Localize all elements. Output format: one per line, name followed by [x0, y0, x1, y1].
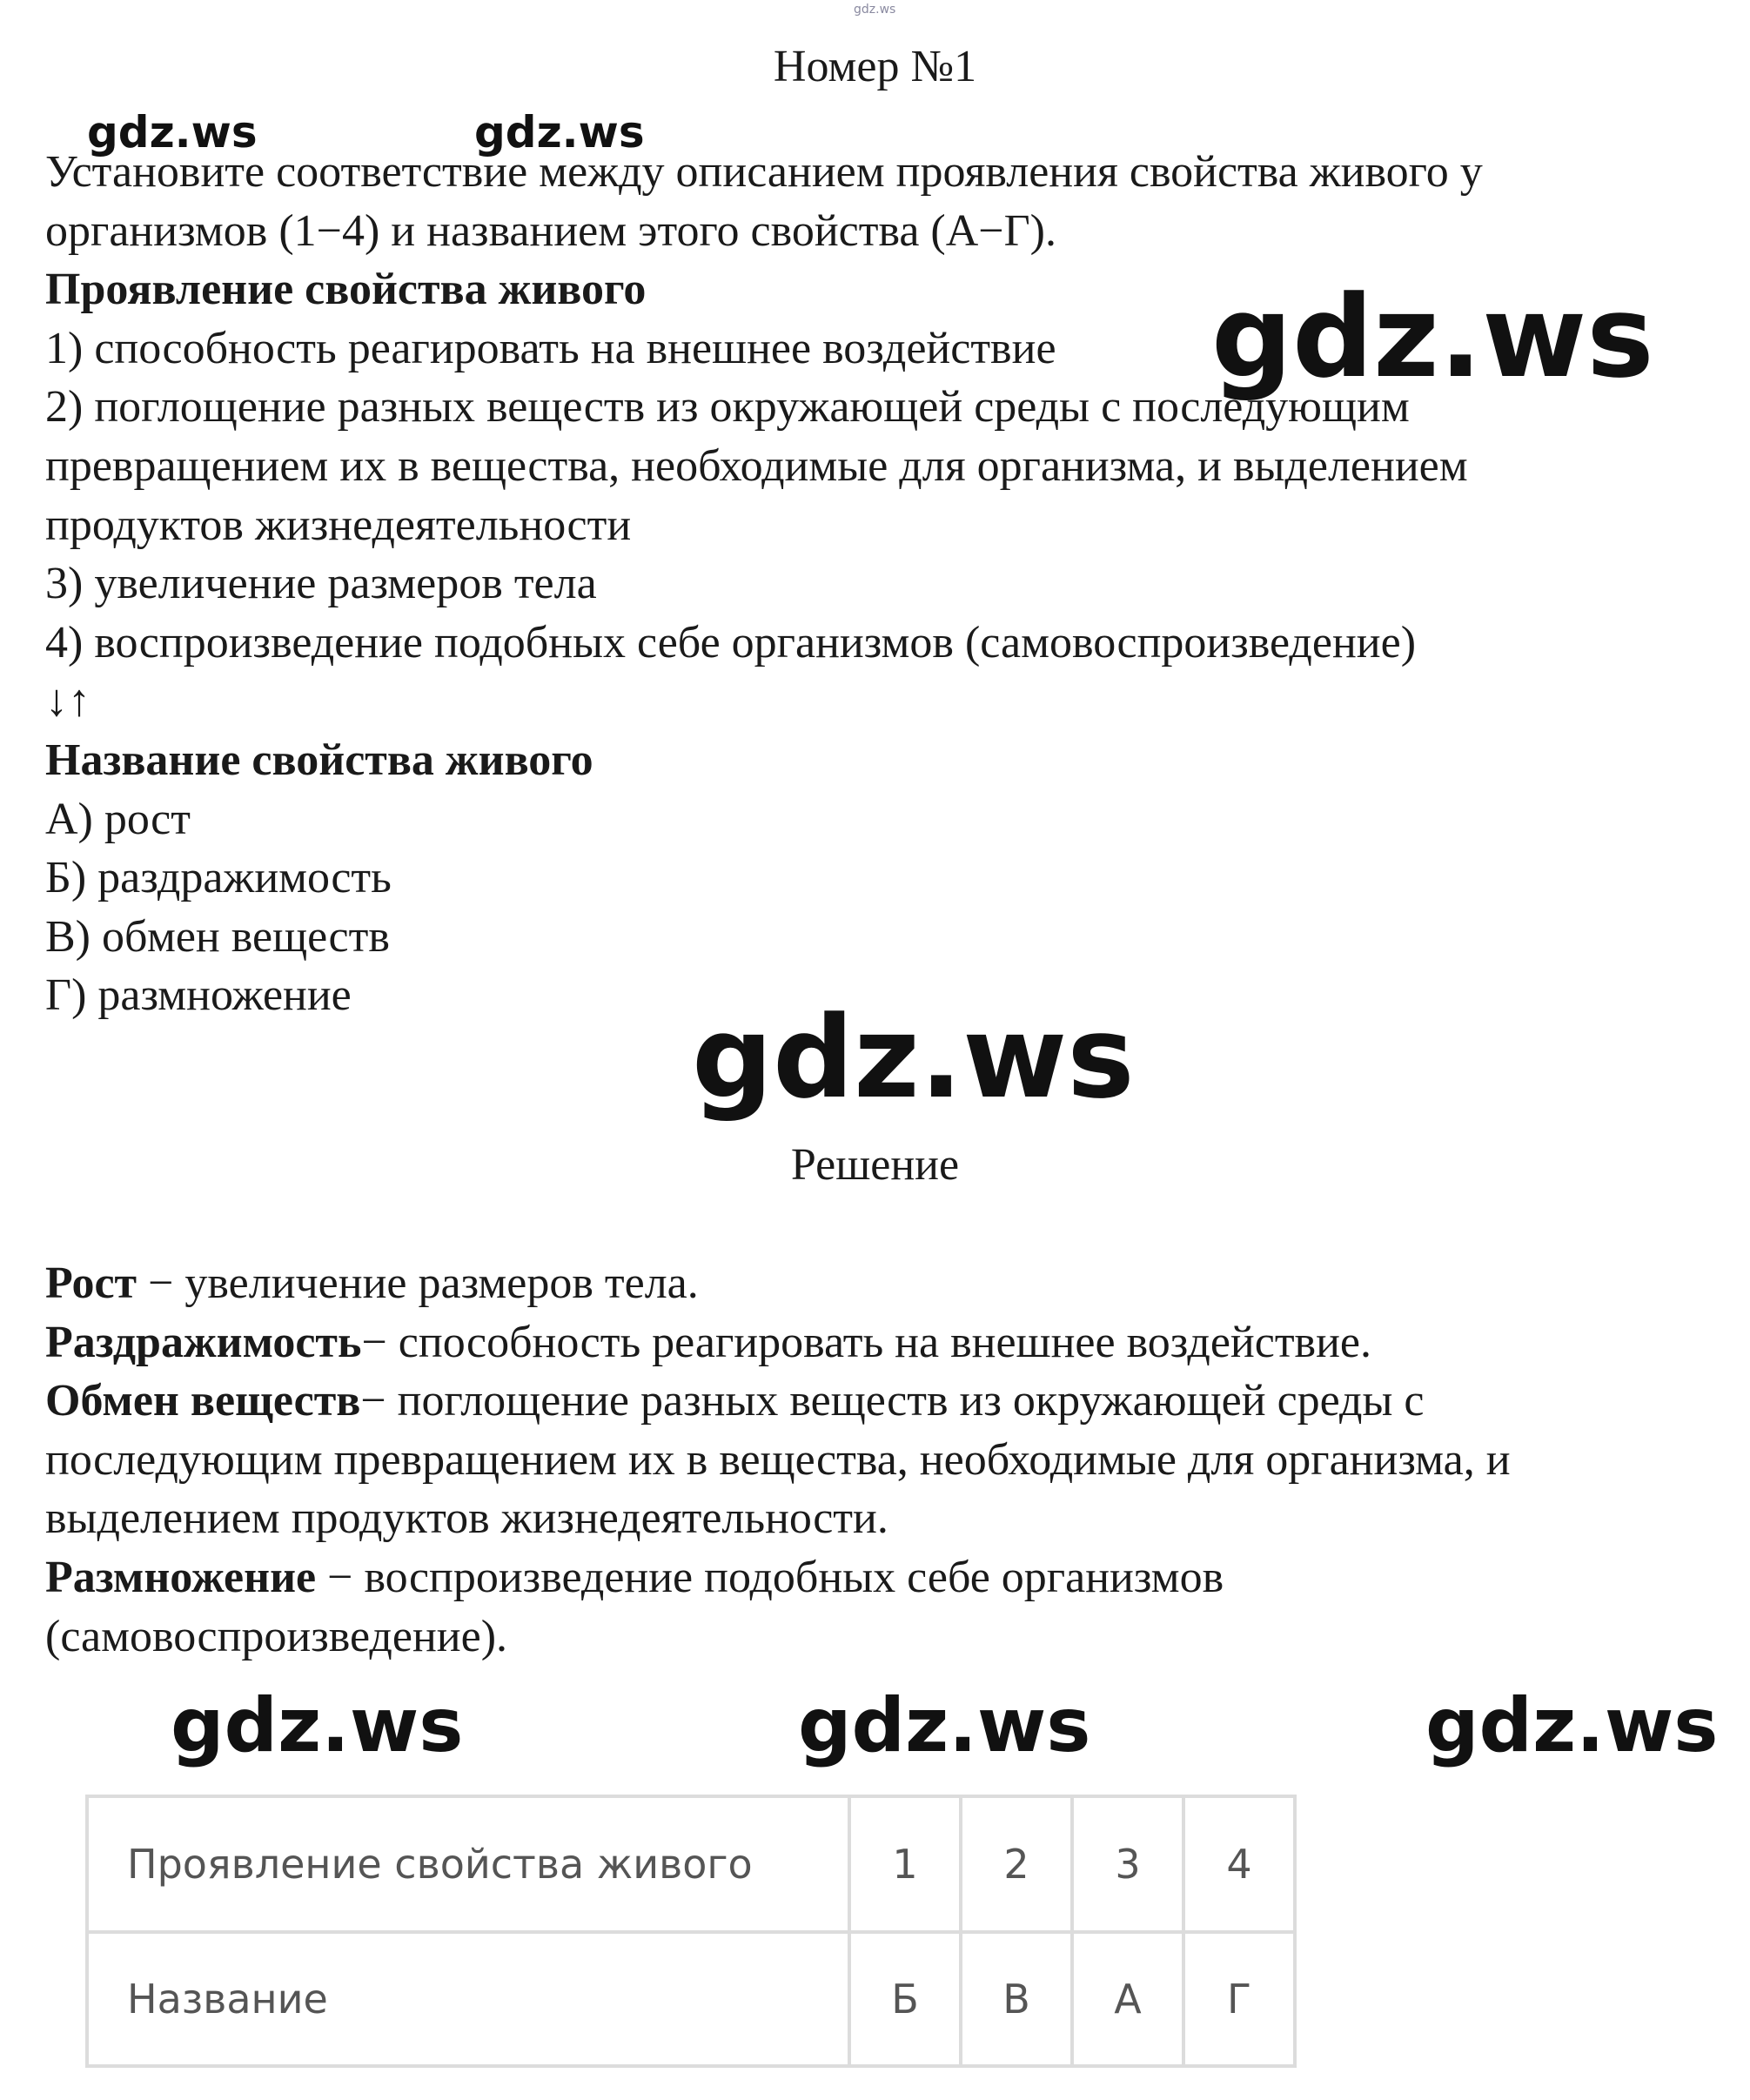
definition-irritability: [45, 1313, 1742, 1372]
left-column-heading: Проявление свойства живого: [45, 265, 647, 315]
question-intro-line-1: Установите соответствие между описанием проявления свойства живого у: [45, 147, 1483, 197]
definition-growth: [45, 1254, 1742, 1313]
question-block: [45, 143, 1742, 1025]
table-row-label: Название: [87, 1932, 849, 2066]
table-cell: Г: [1183, 1932, 1295, 2066]
watermark-tiny: gdz.ws: [854, 3, 896, 17]
manifestation-item-4: 4) воспроизведение подобных себе организмов (самовоспроизведение): [45, 617, 1417, 668]
definition-metabolism-line-3: выделением продуктов жизнедеятельности.: [45, 1493, 888, 1544]
definition-text: − увеличение размеров тела.: [137, 1258, 699, 1308]
solution-block: [45, 1254, 1742, 1666]
option-g: Г) размножение: [45, 970, 352, 1021]
definition-metabolism: [45, 1372, 1742, 1431]
option-a: А) рост: [45, 794, 191, 844]
definition-text: − воспроизведение подобных себе организмов: [316, 1552, 1224, 1602]
definition-text: − способность реагировать на внешнее воздействие.: [361, 1317, 1371, 1367]
definition-term: Раздражимость: [45, 1317, 362, 1367]
table-row-label: Проявление свойства живого: [87, 1796, 849, 1932]
watermark-bottom-1: gdz.ws: [171, 1682, 464, 1769]
definition-metabolism-line-2: последующим превращением их в вещества, необходимые для организма, и: [45, 1434, 1511, 1485]
table-cell: 1: [849, 1796, 961, 1932]
watermark-bottom-2: gdz.ws: [798, 1682, 1091, 1769]
watermark-top-left-1: gdz.ws: [87, 107, 258, 158]
definition-term: Рост: [45, 1258, 137, 1308]
table-cell: 4: [1183, 1796, 1295, 1932]
manifestation-item-3: 3) увеличение размеров тела: [45, 559, 597, 609]
watermark-right-huge: gdz.ws: [1211, 271, 1654, 403]
definition-reproduction: [45, 1548, 1742, 1607]
definition-text: − поглощение разных веществ из окружающей среды с: [360, 1376, 1425, 1426]
solution-heading: Решение: [790, 1140, 960, 1190]
table-cell: А: [1072, 1932, 1183, 2066]
table-row: [87, 1932, 1295, 2066]
table-cell: 2: [961, 1796, 1072, 1932]
definition-reproduction-line-2: (самовоспроизведение).: [45, 1611, 508, 1661]
answer-table: [85, 1795, 1297, 2068]
page-title: Номер №1: [773, 42, 977, 91]
right-column-heading: Название свойства живого: [45, 735, 593, 785]
table-row: [87, 1796, 1295, 1932]
table-cell: В: [961, 1932, 1072, 2066]
watermark-bottom-3: gdz.ws: [1425, 1682, 1719, 1769]
definition-term: Размножение: [45, 1552, 317, 1602]
manifestation-item-2-line-1: 2) поглощение разных веществ из окружающей среды с последующим: [45, 382, 1410, 433]
option-v: В) обмен веществ: [45, 911, 390, 962]
watermark-top-left-2: gdz.ws: [474, 107, 645, 158]
option-b: Б) раздражимость: [45, 853, 392, 903]
manifestation-item-2-line-3: продуктов жизнедеятельности: [45, 500, 632, 550]
question-intro-line-2: организмов (1−4) и названием этого свойства (А−Г).: [45, 205, 1056, 256]
definition-term: Обмен веществ: [45, 1376, 361, 1426]
watermark-center-huge: gdz.ws: [692, 991, 1135, 1124]
table-cell: Б: [849, 1932, 961, 2066]
table-cell: 3: [1072, 1796, 1183, 1932]
manifestation-item-2-line-2: превращением их в вещества, необходимые для организма, и выделением: [45, 440, 1468, 491]
manifestation-item-1: 1) способность реагировать на внешнее воздействие: [45, 323, 1056, 373]
match-arrows: ↓↑: [45, 676, 91, 727]
